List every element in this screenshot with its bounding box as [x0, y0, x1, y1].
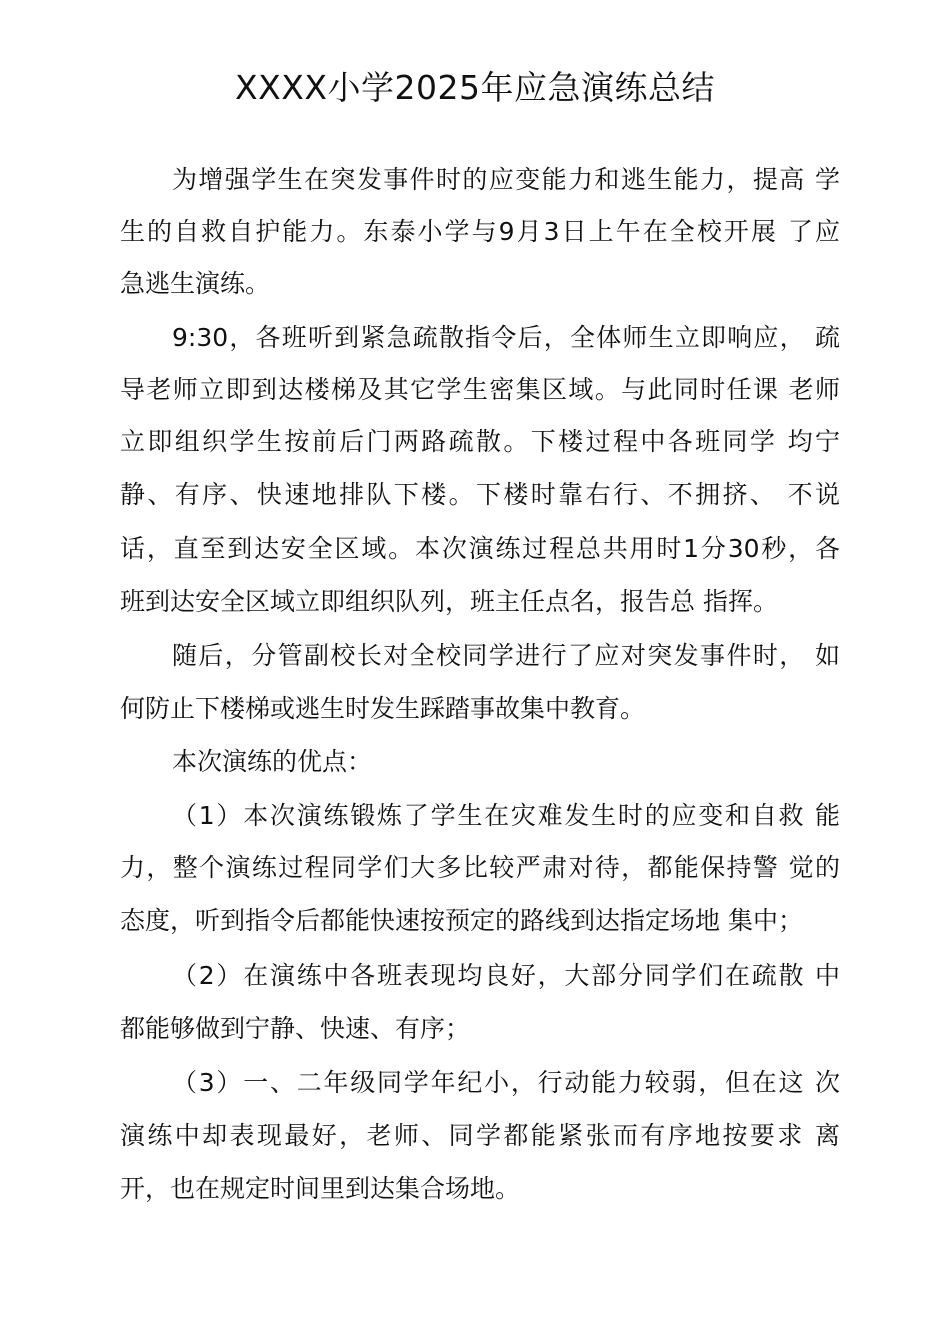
- paragraph-line: 9:30，各班听到紧急疏散指令后，全体师生立即响应， 疏: [172, 323, 840, 352]
- paragraph-line: 班到达安全区域立即组织队列，班主任点名，报告总 指挥。: [120, 587, 778, 616]
- section-heading: 本次演练的优点：: [172, 747, 373, 776]
- list-item-line: 都能够做到宁静、快速、有序；: [120, 1014, 471, 1043]
- list-item-line: 开，也在规定时间里到达集合场地。: [120, 1174, 521, 1203]
- paragraph-line: 何防止下楼梯或逃生时发生踩踏事故集中教育。: [120, 694, 646, 723]
- paragraph-line: 随后，分管副校长对全校同学进行了应对突发事件时， 如: [172, 641, 840, 670]
- paragraph-line: 话，直至到达安全区域。本次演练过程总共用时1分30秒，各: [120, 534, 840, 563]
- paragraph-line: 立即组织学生按前后门两路疏散。下楼过程中各班同学 均宁: [120, 427, 840, 456]
- document-title: XXXX小学2025年应急演练总结: [235, 68, 715, 107]
- paragraph-line: 生的自救自护能力。东泰小学与9月3日上午在全校开展 了应: [120, 217, 840, 246]
- list-item-line: （3）一、二年级同学年纪小，行动能力较弱，但在这 次: [172, 1068, 840, 1097]
- paragraph-line: 导老师立即到达楼梯及其它学生密集区域。与此同时任课 老师: [120, 375, 840, 404]
- paragraph-line: 急逃生演练。: [120, 269, 271, 298]
- list-item-line: 力，整个演练过程同学们大多比较严肃对待，都能保持警 觉的: [120, 853, 840, 882]
- paragraph-line: 为增强学生在突发事件时的应变能力和逃生能力，提高 学: [172, 165, 840, 194]
- list-item-line: 态度，听到指令后都能快速按预定的路线到达指定场地 集中；: [120, 906, 803, 935]
- paragraph-line: 静、有序、快速地排队下楼。下楼时靠右行、不拥挤、 不说: [120, 480, 840, 509]
- list-item-line: （2）在演练中各班表现均良好，大部分同学们在疏散 中: [172, 961, 840, 990]
- list-item-line: （1）本次演练锻炼了学生在灾难发生时的应变和自救 能: [172, 801, 840, 830]
- list-item-line: 演练中却表现最好，老师、同学都能紧张而有序地按要求 离: [120, 1121, 840, 1150]
